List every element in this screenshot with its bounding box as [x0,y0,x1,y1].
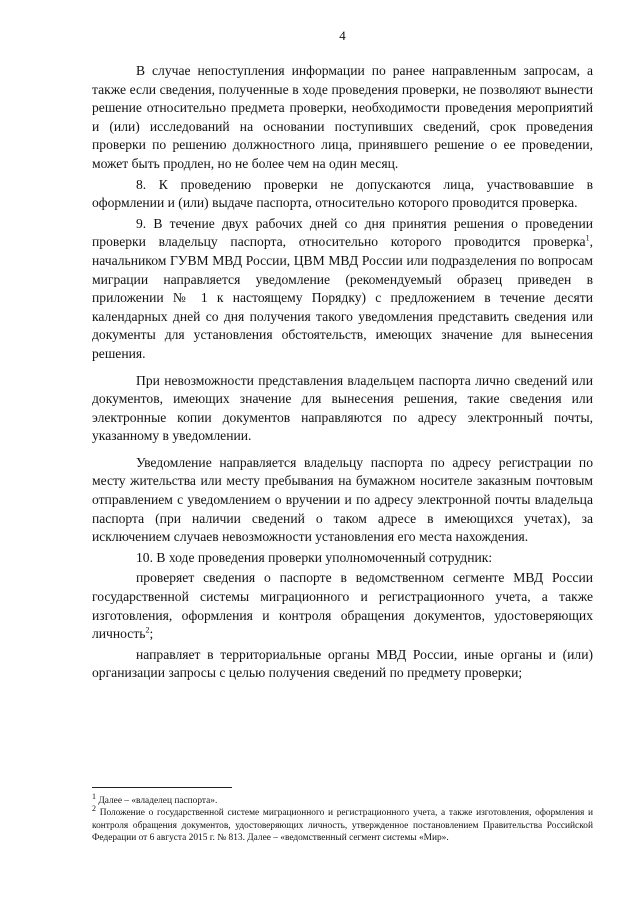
paragraph-8: 8. К проведению проверки не допускаются лица, участвовавшие в оформлении и (или) выдаче паспорта, относительно которого проводится проверка. [92,176,593,211]
paragraph-impossibility: При невозможности представления владельцем паспорта лично сведений или документов, имеющих значение для вынесения решения, такие сведения или электронные копии документов направляются по адресу электронный почты, указанному в уведомлении. [92,372,593,444]
paragraph-extension: В случае непоступления информации по ранее направленным запросам, а также если сведения, полученные в ходе проведения проверки, не позволяют вынести решение относительно предмета проверки, необходимости проведения мероприятий и (или) исследований на основании поступивших сведений, срок проведения проверки по решению должностного лица, принявшего решение о ее проведении, может быть продлен, но не более чем на один месяц. [92,63,593,171]
page-number: 4 [339,28,346,43]
paragraph-9 [92,215,593,364]
paragraph-checks-text-after: ; [149,626,154,642]
paragraph-sends: направляет в территориальные органы МВД России, иные органы и (или) организации запросы с целью получения сведений по предмету проверки; [92,646,593,681]
paragraph-9-text-before: 9. В течение двух рабочих дней со дня принятия решения о проведении проверки владельцу паспорта, относительно которого проводится проверка [92,215,593,250]
paragraph-10: 10. В ходе проведения проверки уполномоченный сотрудник: [136,549,493,565]
footnote-1-text: Далее – «владелец паспорта». [96,796,218,806]
paragraph-9-text-after: , начальником ГУВМ МВД России, ЦВМ МВД России или подразделения по вопросам миграции направляется уведомление (рекомендуемый образец приведен в приложении № 1 к настоящему Порядку) с предложением в течение десяти календарных дней со дня получения такого уведомления представить сведения или документы для установления обстоятельств, имеющих значение для вынесения решения. [92,234,593,361]
paragraph-notice: Уведомление направляется владельцу паспорта по адресу регистрации по месту жительства или месту пребывания на бумажном носителе заказным почтовым отправлением с уведомлением о вручении и по адресу электронной почты владельца паспорта (при наличии сведений о таком адресе в имеющихся учетах), за исключением случаев невозможности установления его места нахождения. [92,454,593,545]
footnote-ref-1: 1 [585,233,590,243]
footnote-divider [92,787,232,788]
paragraph-checks [92,569,593,643]
footnotes [92,791,593,845]
paragraph-checks-text-before: проверяет сведения о паспорте в ведомственном сегменте МВД России государственной системы миграционного и регистрационного учета, а также изготовления, оформления и контроля обращения документов, удостоверяющих личность [92,570,593,642]
footnote-ref-2: 2 [145,625,150,635]
footnote-mark-1: 1 [92,791,96,801]
footnote-2-text: Положение о государственной системе миграционного и регистрационного учета, а также изготовления, оформления и контроля обращения документов, удостоверяющих личность, утвержденное постановлением Правительства Российской Федерации от 6 августа 2015 г. № 813. Далее – «ведомственный сегмент системы «Мир». [92,808,593,844]
footnote-mark-2: 2 [92,804,96,814]
body-text [92,62,593,683]
footnote-1 [92,791,593,807]
footnote-2 [92,804,593,844]
